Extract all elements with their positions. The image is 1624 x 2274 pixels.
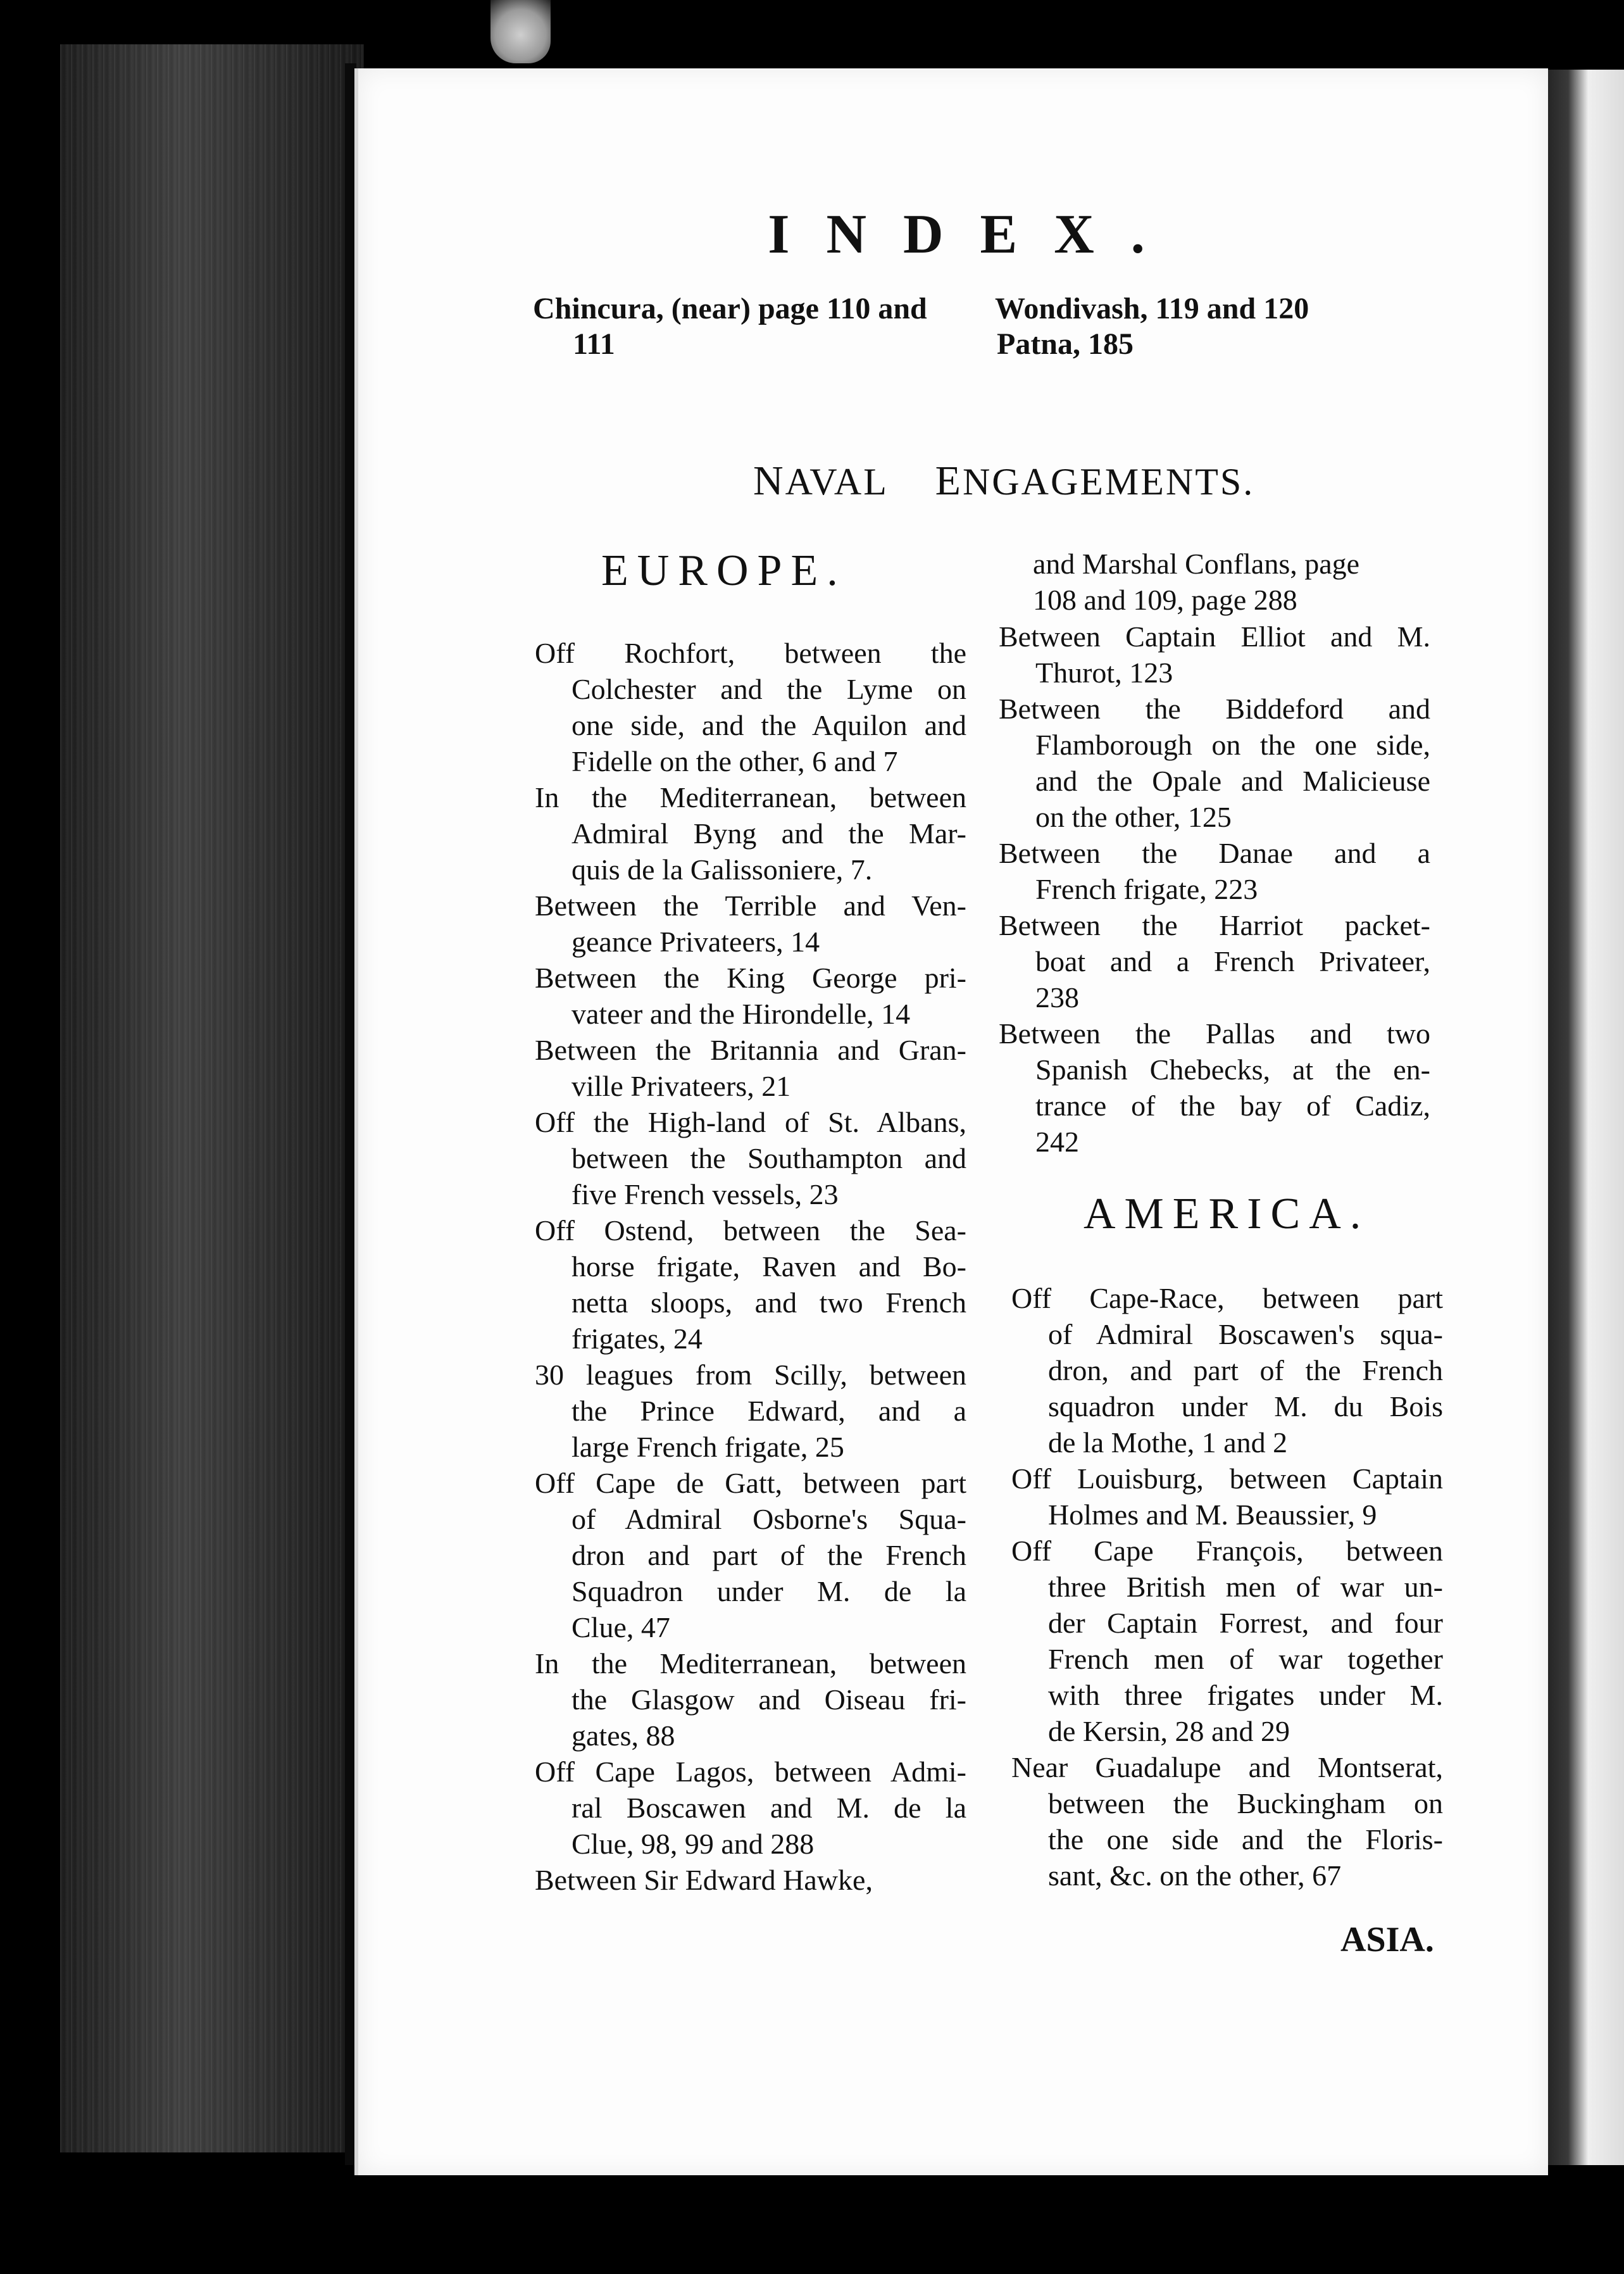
america-column — [1011, 1280, 1443, 1894]
entry-line: frigates, 24 — [572, 1322, 703, 1355]
entry-line: geance Privateers, 14 — [572, 926, 820, 958]
entry-line: three British men of war un- — [1048, 1571, 1443, 1603]
entry-line: Squadron under M. de la — [572, 1575, 966, 1607]
left-column — [535, 635, 966, 1898]
entry-line: squadron under M. du Bois — [1048, 1390, 1443, 1423]
entry-line: between the Southampton and — [572, 1142, 966, 1174]
entry-line: gates, 88 — [572, 1719, 675, 1752]
entry-line: 30 leagues from Scilly, between — [535, 1359, 966, 1391]
entry-line: Off Cape Lagos, between Admi- — [535, 1756, 966, 1788]
intro-right-line-2: Patna, 185 — [997, 327, 1134, 361]
entry-line: of Admiral Osborne's Squa- — [572, 1503, 966, 1535]
entry-line: sant, &c. on the other, 67 — [1048, 1859, 1342, 1892]
entry-line: Between Captain Elliot and M. — [999, 620, 1430, 653]
entry-line: on the other, 125 — [1035, 801, 1232, 833]
entry-line: Between the Harriot packet- — [999, 909, 1430, 941]
section-title: NAVAL ENGAGEMENTS. — [753, 458, 1255, 504]
entry-line: Near Guadalupe and Montserat, — [1011, 1751, 1443, 1783]
entry-line: large French frigate, 25 — [572, 1431, 844, 1463]
entry-line: 242 — [1035, 1126, 1079, 1158]
index-entry — [535, 960, 966, 1032]
entry-line: de Kersin, 28 and 29 — [1048, 1715, 1290, 1747]
index-entry — [1011, 1280, 1443, 1461]
index-entry — [535, 1645, 966, 1754]
entry-line: Flamborough on the one side, — [1035, 729, 1430, 761]
entry-line: French men of war together — [1048, 1643, 1443, 1675]
index-entry — [535, 1104, 966, 1212]
index-entry — [999, 907, 1430, 1015]
entry-line: horse frigate, Raven and Bo- — [572, 1250, 966, 1283]
book-spine-edge — [60, 44, 364, 2152]
entry-line: ville Privateers, 21 — [572, 1070, 791, 1102]
entry-line: one side, and the Aquilon and — [572, 709, 966, 741]
entry-line: 108 and 109, page 288 — [1033, 584, 1297, 616]
entry-line: Off Ostend, between the Sea- — [535, 1214, 966, 1247]
entry-line: Off Louisburg, between Captain — [1011, 1462, 1443, 1495]
intro-left-line-2: 111 — [573, 327, 615, 361]
entry-line: dron and part of the French — [572, 1539, 966, 1571]
entry-line: ral Boscawen and M. de la — [572, 1792, 966, 1824]
entry-line: In the Mediterranean, between — [535, 1647, 966, 1680]
entry-line: Spanish Chebecks, at the en- — [1035, 1053, 1430, 1086]
entry-line: Between the Biddeford and — [999, 693, 1430, 725]
entry-line: boat and a French Privateer, — [1035, 945, 1430, 977]
entry-line: vateer and the Hirondelle, 14 — [572, 998, 911, 1030]
entry-line: between the Buckingham on — [1048, 1787, 1443, 1819]
entry-line: 238 — [1035, 981, 1079, 1014]
entry-line: and the Opale and Malicieuse — [1035, 765, 1430, 797]
entry-line: the one side and the Floris- — [1048, 1823, 1443, 1856]
entry-line: Fidelle on the other, 6 and 7 — [572, 745, 898, 777]
entry-line: Clue, 98, 99 and 288 — [572, 1828, 815, 1860]
right-column-continuation — [1033, 546, 1430, 618]
entry-line: netta sloops, and two French — [572, 1286, 966, 1319]
index-entry — [999, 619, 1430, 691]
paper-tab — [490, 0, 551, 63]
index-entry — [535, 779, 966, 888]
entry-line: trance of the bay of Cadiz, — [1035, 1090, 1430, 1122]
entry-line: Between the King George pri- — [535, 962, 966, 994]
entry-line: Off the High-land of St. Albans, — [535, 1106, 966, 1138]
entry-line: five French vessels, 23 — [572, 1178, 839, 1210]
entry-line: Between Sir Edward Hawke, — [535, 1864, 873, 1896]
region-heading-europe: EUROPE. — [601, 546, 847, 595]
next-page-edge — [1544, 70, 1624, 2165]
entry-line: Between the Britannia and Gran- — [535, 1034, 966, 1066]
catchword: ASIA. — [1340, 1920, 1434, 1959]
entry-line: Clue, 47 — [572, 1611, 670, 1643]
entry-line: Between the Terrible and Ven- — [535, 889, 966, 922]
index-entry — [535, 1465, 966, 1645]
entry-line: Admiral Byng and the Mar- — [572, 817, 966, 850]
index-entry — [999, 1015, 1430, 1160]
region-heading-america: AMERICA. — [1084, 1190, 1370, 1238]
entry-line: Off Cape-Race, between part — [1011, 1282, 1443, 1314]
index-entry — [535, 1862, 966, 1898]
entry-line: quis de la Galissoniere, 7. — [572, 853, 873, 886]
index-entry — [1011, 1533, 1443, 1749]
entry-line: the Glasgow and Oiseau fri- — [572, 1683, 966, 1716]
index-entry — [999, 835, 1430, 907]
entry-line: and Marshal Conflans, page — [1033, 548, 1360, 580]
index-entry — [535, 888, 966, 960]
entry-line: of Admiral Boscawen's squa- — [1048, 1318, 1443, 1350]
entry-line: the Prince Edward, and a — [572, 1395, 966, 1427]
index-entry — [1011, 1749, 1443, 1894]
index-entry — [999, 691, 1430, 835]
entry-line: Between the Danae and a — [999, 837, 1430, 869]
entry-line: Off Cape François, between — [1011, 1535, 1443, 1567]
index-entry — [535, 1357, 966, 1465]
right-column — [999, 619, 1430, 1160]
entry-line: Between the Pallas and two — [999, 1017, 1430, 1050]
entry-line: Off Rochfort, between the — [535, 637, 966, 669]
page-header: INDEX. — [768, 204, 1182, 265]
index-entry — [535, 635, 966, 779]
entry-line: Off Cape de Gatt, between part — [535, 1467, 966, 1499]
intro-left-line-1: Chincura, (near) page 110 and — [533, 292, 927, 325]
entry-line: In the Mediterranean, between — [535, 781, 966, 813]
index-entry — [1011, 1461, 1443, 1533]
entry-line: dron, and part of the French — [1048, 1354, 1443, 1386]
index-entry — [535, 1754, 966, 1862]
entry-line: French frigate, 223 — [1035, 873, 1258, 905]
index-entry — [535, 1032, 966, 1104]
index-entry — [535, 1212, 966, 1357]
intro-right-line-1: Wondivash, 119 and 120 — [995, 292, 1309, 325]
entry-line: Colchester and the Lyme on — [572, 673, 966, 705]
entry-line: Holmes and M. Beaussier, 9 — [1048, 1498, 1377, 1531]
entry-line: Thurot, 123 — [1035, 656, 1173, 689]
entry-line: de la Mothe, 1 and 2 — [1048, 1426, 1288, 1459]
entry-line: der Captain Forrest, and four — [1048, 1607, 1443, 1639]
entry-line: with three frigates under M. — [1048, 1679, 1443, 1711]
